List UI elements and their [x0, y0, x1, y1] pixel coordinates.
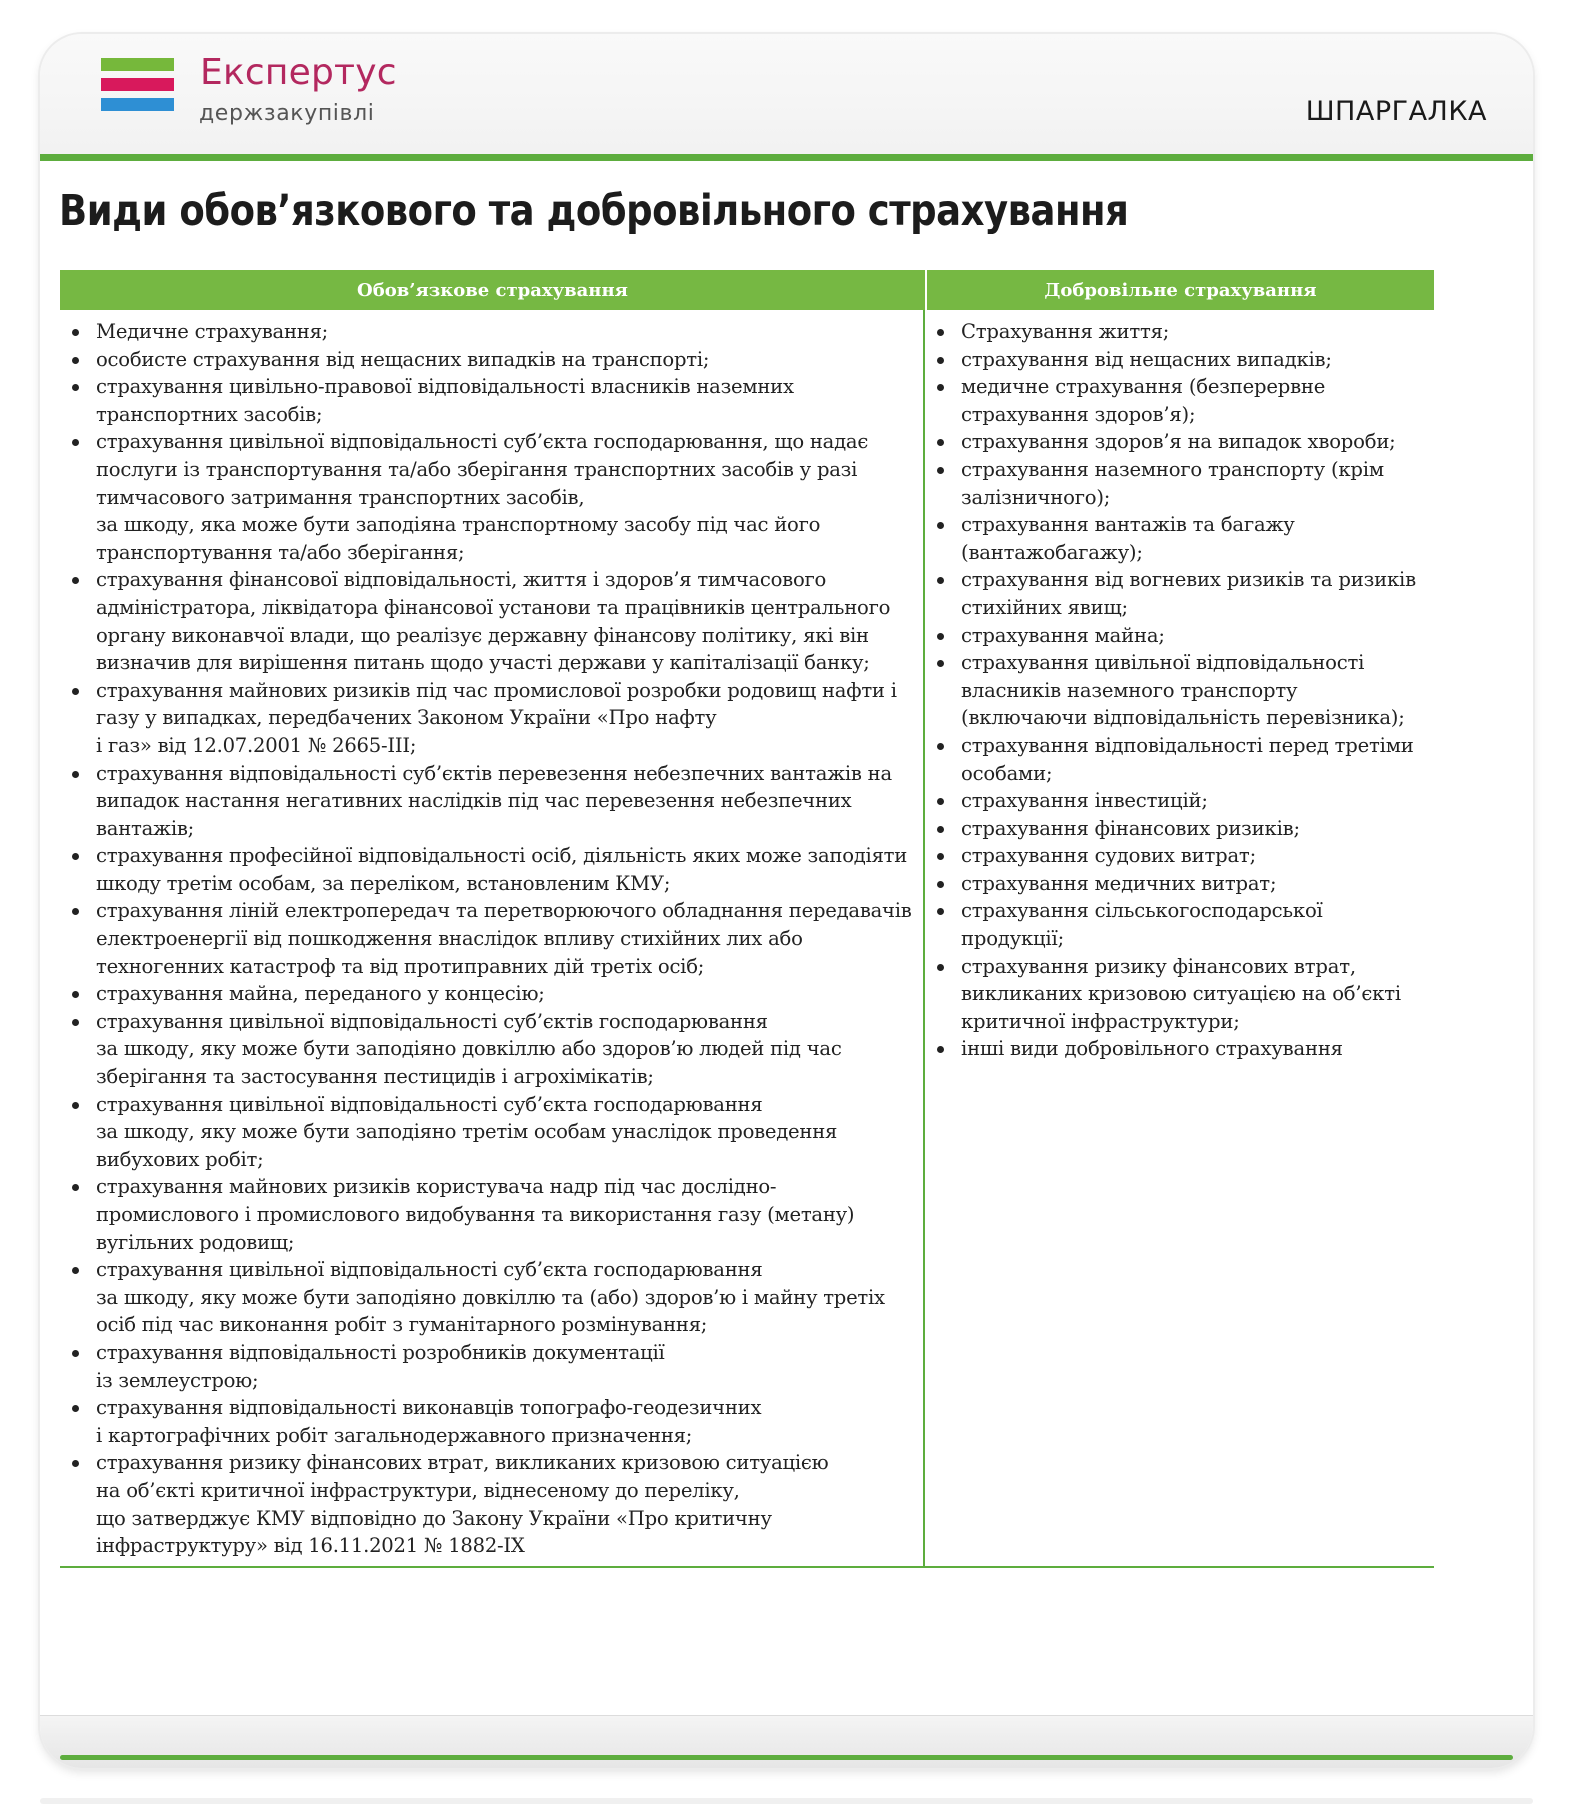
bullet-icon — [937, 853, 944, 860]
list-item — [60, 842, 923, 897]
bullet-icon — [937, 798, 944, 805]
list-item-text: страхування фінансової відповідальності, життя і здоров’я тимчасового адміністратора, ліквідатора фінансової установи та працівників центрального органу виконавчої влади, що реалізує державну фінансову політику, які він визначив для вирішення питань щодо участі держави у капіталізації банку; — [96, 568, 891, 675]
list-item-text: страхування інвестицій; — [961, 789, 1208, 813]
list-item — [60, 318, 923, 346]
list-item-text: страхування цивільної відповідальності суб’єктів господарювання за шкоду, яку може бути заподіяно довкіллю або здоров’ю людей під час зберігання та застосування пестицидів і агрохімікатів; — [96, 1009, 842, 1089]
list-item — [925, 649, 1434, 732]
list-item — [60, 1091, 923, 1174]
logo-stripe-green — [101, 58, 174, 71]
list-item-text: страхування цивільної відповідальності суб’єкта господарювання за шкоду, яку може бути заподіяно третім особам унаслідок проведення вибухових робіт; — [96, 1092, 838, 1171]
list-item — [925, 456, 1434, 511]
list-item-text: страхування відповідальності розробників документації із землеустрою; — [96, 1340, 665, 1392]
bullet-icon — [72, 1184, 79, 1191]
logo-stripe-blue — [101, 98, 174, 111]
list-item-text: страхування цивільно-правової відповідальності власників наземних транспортних засобів; — [96, 375, 794, 426]
list-item-text: страхування фінансових ризиків; — [961, 816, 1300, 840]
list-item — [925, 428, 1434, 456]
list-item-text: страхування цивільної відповідальності суб’єкта господарювання за шкоду, яку може бути заподіяно довкіллю та (або) здоров’ю і майну третіх осіб під час виконання робіт з гуманітарного розмінування; — [96, 1258, 885, 1337]
bullet-icon — [72, 357, 79, 364]
table-header — [60, 270, 1434, 310]
list-item-text: страхування відповідальності перед третіми особами; — [961, 733, 1414, 785]
list-item-text: страхування відповідальності виконавців топографо-геодезичних і картографічних робіт загальнодержавного призначення; — [96, 1396, 762, 1447]
list-item — [60, 1173, 923, 1256]
list-item — [60, 1449, 923, 1559]
bullet-icon — [937, 467, 944, 474]
list-item-text: страхування здоров’я на випадок хвороби; — [961, 430, 1396, 454]
logo-name: Експертус — [200, 52, 397, 93]
list-item — [60, 677, 923, 760]
list-item — [60, 760, 923, 843]
list-item-text: страхування майна, переданого у концесію; — [96, 982, 545, 1006]
list-item-text: страхування від нещасних випадків; — [961, 347, 1332, 371]
list-item-text: Страхування життя; — [961, 320, 1170, 343]
bullet-icon — [72, 991, 79, 998]
list-item — [60, 1339, 923, 1394]
page-title: Види обов’язкового та добровільного страхування — [59, 186, 1129, 236]
list-item — [925, 622, 1434, 650]
list-item-text: страхування від вогневих ризиків та ризиків стихійних явищ; — [961, 568, 1416, 619]
cheat-sheet-badge: ШПАРГАЛКА — [1305, 96, 1487, 127]
footer-band — [40, 1715, 1533, 1768]
list-item — [925, 732, 1434, 787]
bullet-icon — [72, 1019, 79, 1026]
logo-stripes — [101, 58, 174, 118]
list-item — [60, 346, 923, 374]
list-item — [60, 980, 923, 1008]
bullet-icon — [937, 660, 944, 667]
header — [40, 34, 1533, 161]
list-item — [925, 870, 1434, 898]
list-item — [60, 1394, 923, 1449]
list-item-text: страхування цивільної відповідальності власників наземного транспорту (включаючи відповідальність перевізника); — [961, 651, 1405, 730]
insurance-table — [60, 270, 1434, 1568]
list-item — [60, 566, 923, 676]
bullet-icon — [937, 964, 944, 971]
bullet-icon — [937, 522, 944, 529]
bullet-icon — [937, 633, 944, 640]
list-item-text: страхування медичних витрат; — [961, 871, 1277, 895]
list-item-text: інші види добровільного страхування — [961, 1037, 1343, 1061]
bullet-icon — [937, 1046, 944, 1053]
list-item — [60, 1256, 923, 1339]
list-item-text: страхування професійної відповідальності осіб, діяльність яких може заподіяти шкоду третім особам, за переліком, встановленим КМУ; — [96, 844, 908, 895]
list-item — [60, 897, 923, 980]
mandatory-list — [60, 318, 923, 1560]
bullet-icon — [72, 1102, 79, 1109]
list-item — [60, 428, 923, 566]
logo-stripe-pink — [101, 78, 174, 91]
list-item-text: Медичне страхування; — [96, 320, 329, 343]
bullet-icon — [937, 826, 944, 833]
bullet-icon — [72, 1267, 79, 1274]
bullet-icon — [937, 384, 944, 391]
bullet-icon — [72, 688, 79, 695]
list-item — [925, 566, 1434, 621]
bullet-icon — [72, 1460, 79, 1467]
bullet-icon — [72, 384, 79, 391]
list-item — [925, 318, 1434, 346]
list-item — [60, 1008, 923, 1091]
bullet-icon — [72, 577, 79, 584]
logo-subtitle: держзакупівлі — [199, 101, 375, 126]
list-item — [925, 511, 1434, 566]
list-item — [925, 897, 1434, 952]
list-item — [925, 1035, 1434, 1063]
voluntary-column — [925, 310, 1434, 1566]
list-item — [925, 373, 1434, 428]
list-item-text: страхування сільськогосподарської продукції; — [961, 899, 1323, 951]
bullet-icon — [72, 1350, 79, 1357]
list-item — [60, 373, 923, 428]
list-item — [925, 842, 1434, 870]
header-mandatory: Обов’язкове страхування — [60, 270, 927, 310]
list-item — [925, 787, 1434, 815]
bullet-icon — [937, 881, 944, 888]
bullet-icon — [72, 771, 79, 778]
list-item-text: страхування ризику фінансових втрат, викликаних кризовою ситуацією на об’єкті критичної інфраструктури; — [961, 954, 1401, 1033]
bullet-icon — [937, 577, 944, 584]
list-item-text: страхування ліній електропередач та перетворюючого обладнання передавачів електроенергії від пошкодження внаслідок впливу стихійних лих або техногенних катастроф та від протиправних дій третіх осіб; — [96, 899, 912, 978]
bullet-icon — [937, 439, 944, 446]
bullet-icon — [937, 357, 944, 364]
list-item-text: страхування ризику фінансових втрат, викликаних кризовою ситуацією на об’єкті критичної інфраструктури, віднесеному до переліку, що затверджує КМУ відповідно до Закону України «Про критичну інфраструктуру» від 16.11.2021 № 1882-IX — [96, 1451, 829, 1558]
bullet-icon — [937, 743, 944, 750]
page-bottom-strip — [40, 1798, 1533, 1804]
list-item-text: страхування цивільної відповідальності суб’єкта господарювання, що надає послуги із транспортування та/або зберігання транспортних засобів у разі тимчасового затримання транспортних засобів, за шкоду, яка може бути заподіяна транспортному засобу під час його транспортування та/або зберігання; — [96, 430, 869, 564]
table-body — [60, 310, 1434, 1566]
list-item-text: страхування відповідальності суб’єктів перевезення небезпечних вантажів на випадок настання негативних наслідків під час перевезення небезпечних вантажів; — [96, 761, 892, 840]
list-item-text: медичне страхування (безперервне страхування здоров’я); — [961, 375, 1326, 426]
list-item-text: страхування вантажів та багажу (вантажобагажу); — [961, 513, 1295, 564]
list-item-text: страхування майнових ризиків під час промислової розробки родовищ нафти і газу у випадках, передбачених Законом України «Про нафту і газ» від 12.07.2001 № 2665-III; — [96, 678, 897, 757]
list-item-text: особисте страхування від нещасних випадків на транспорті; — [96, 347, 710, 371]
list-item-text: страхування судових витрат; — [961, 844, 1256, 868]
list-item — [925, 346, 1434, 374]
bullet-icon — [937, 329, 944, 336]
list-item-text: страхування майна; — [961, 623, 1165, 647]
list-item — [925, 815, 1434, 843]
mandatory-column — [60, 310, 925, 1566]
bullet-icon — [72, 439, 79, 446]
bullet-icon — [72, 329, 79, 336]
list-item-text: страхування наземного транспорту (крім залізничного); — [961, 457, 1384, 509]
footer-accent-line — [60, 1755, 1513, 1760]
bullet-icon — [72, 908, 79, 915]
bullet-icon — [72, 853, 79, 860]
header-voluntary: Добровільне страхування — [1044, 279, 1317, 301]
bullet-icon — [937, 908, 944, 915]
list-item — [925, 953, 1434, 1036]
bullet-icon — [72, 1405, 79, 1412]
voluntary-list — [925, 318, 1434, 1063]
list-item-text: страхування майнових ризиків користувача надр під час дослідно-промислового і промислового видобування та використання газу (метану) вугільних родовищ; — [96, 1175, 855, 1254]
